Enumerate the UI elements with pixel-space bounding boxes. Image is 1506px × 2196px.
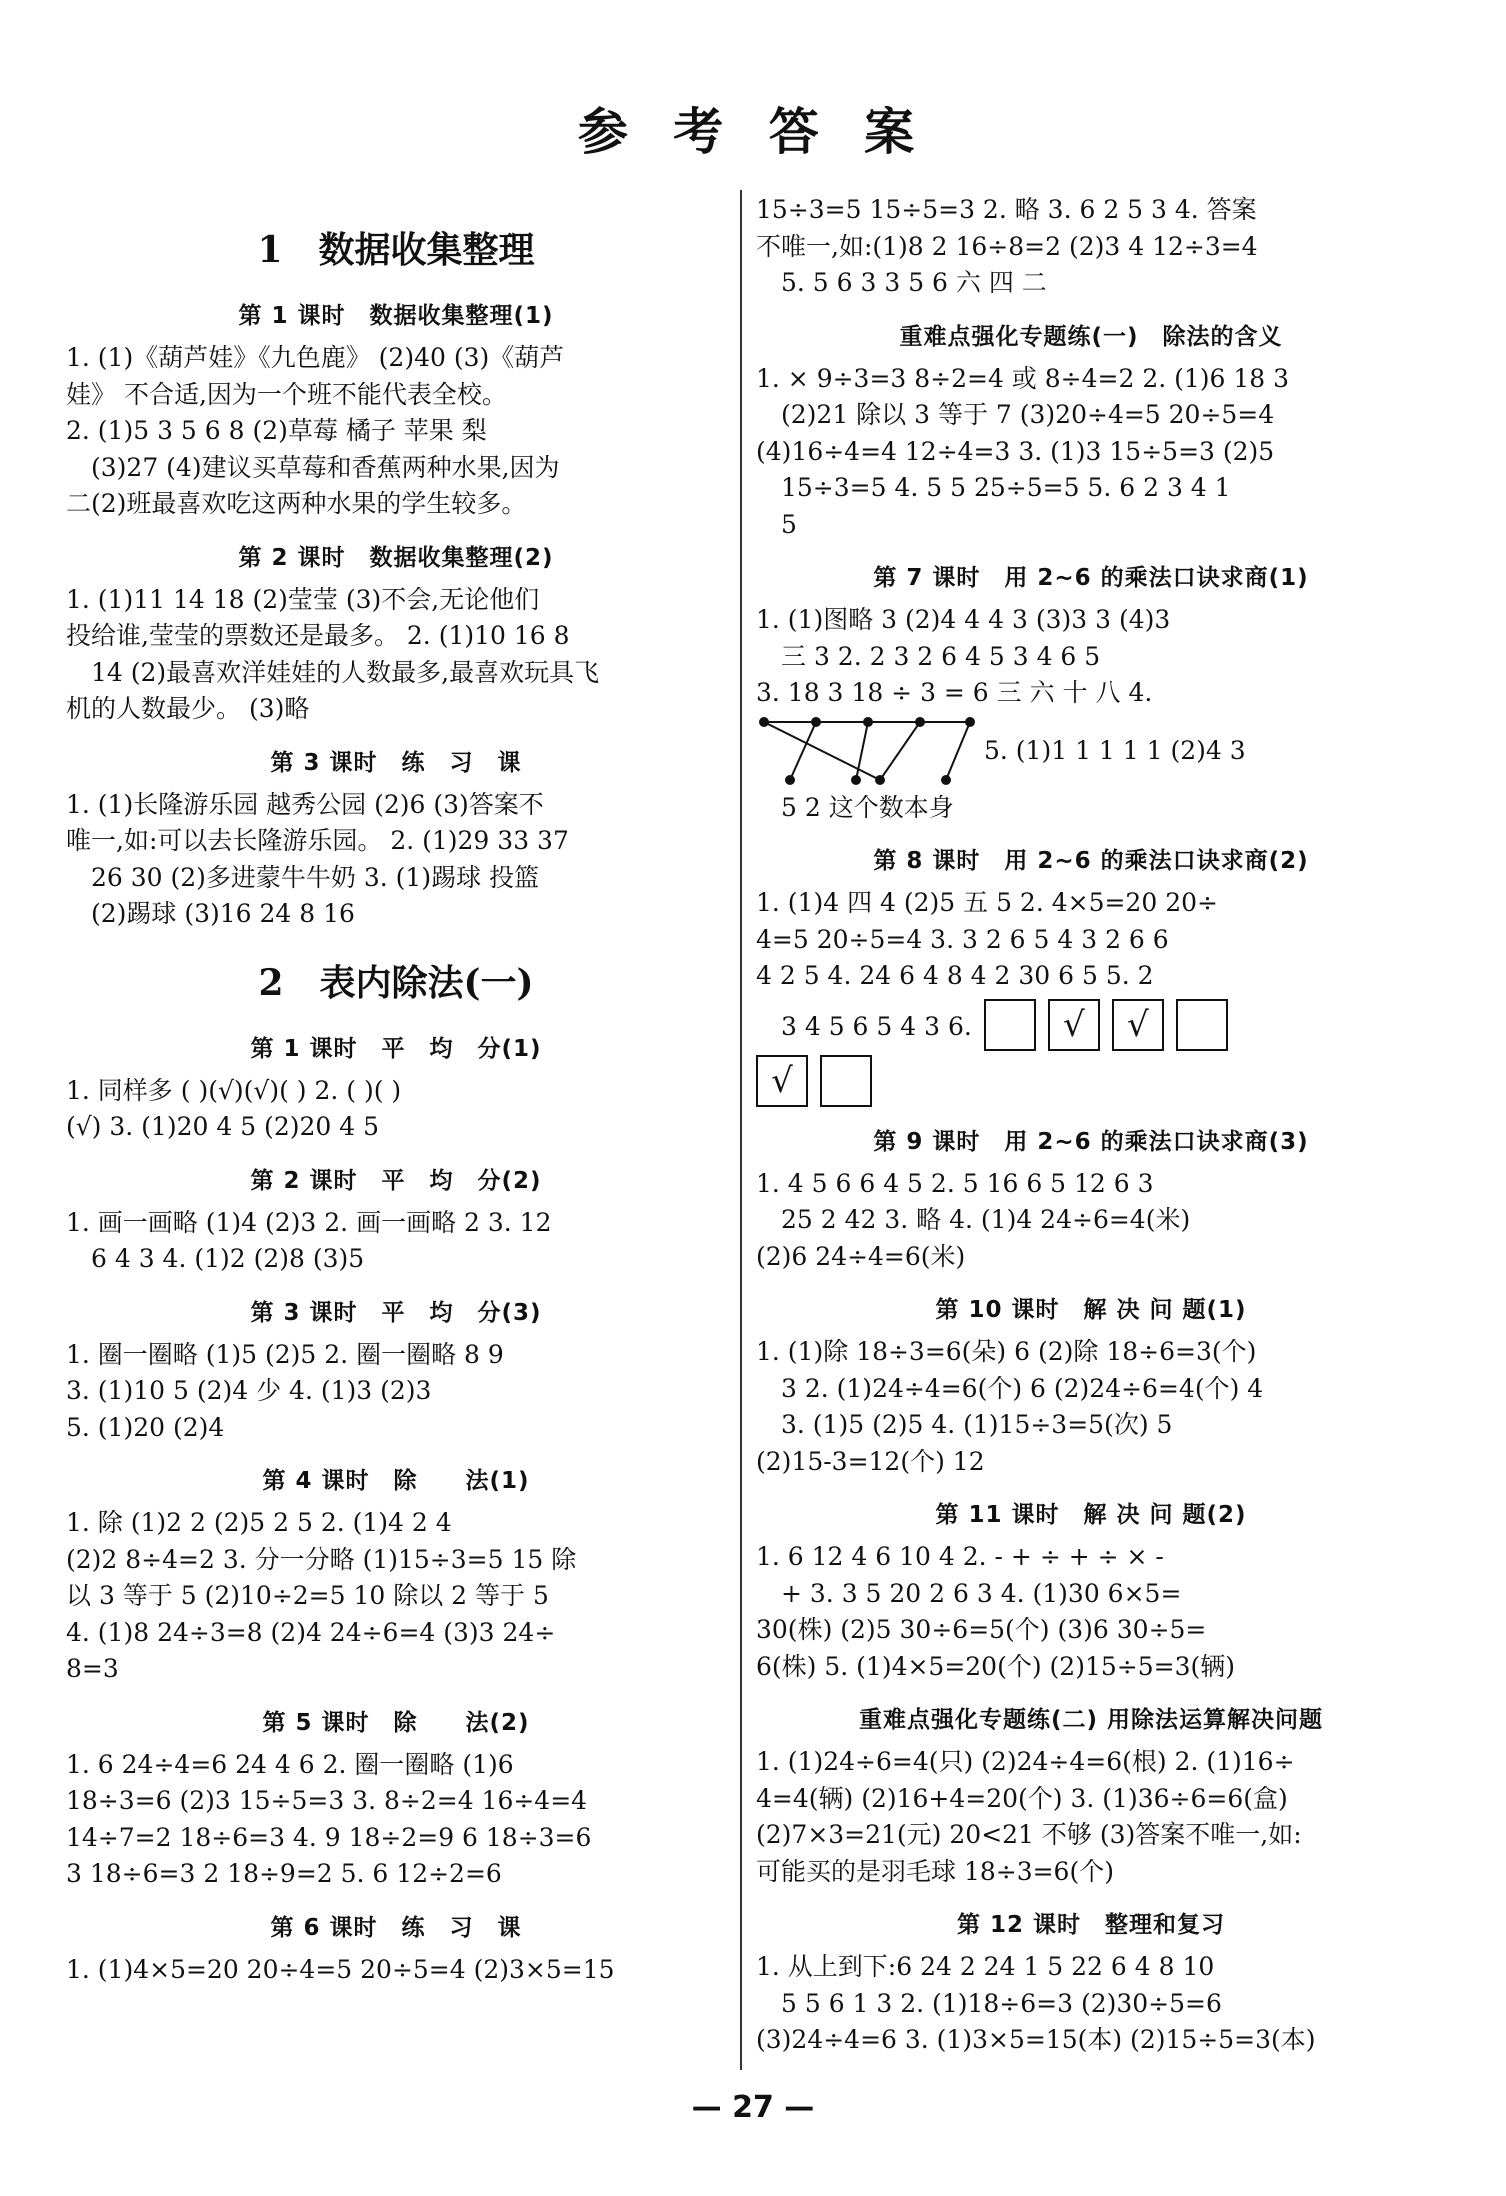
match-line xyxy=(880,722,920,780)
answer-line: 4=4(辆) (2)16+4=20(个) 3. (1)36÷6=6(盒) xyxy=(756,1783,1288,1813)
page-title: 参 考 答 案 xyxy=(577,103,929,161)
answer-line: (2)2 8÷4=2 3. 分一分略 (1)15÷3=5 15 除 xyxy=(66,1544,577,1574)
answer-block xyxy=(66,340,726,523)
answer-block xyxy=(756,1949,1426,2059)
answer-line: (√) 3. (1)20 4 5 (2)20 4 5 xyxy=(66,1112,379,1141)
answer-line: 1. (1)除 18÷3=6(朵) 6 (2)除 18÷6=3(个) xyxy=(756,1337,1257,1366)
answer-line: 30(株) (2)5 30÷6=5(个) (3)6 30÷5= xyxy=(756,1615,1207,1644)
answer-line: 18÷3=6 (2)3 15÷5=3 3. 8÷2=4 16÷4=4 xyxy=(66,1786,588,1815)
answer-line: 3 18÷6=3 2 18÷9=2 5. 6 12÷2=6 xyxy=(66,1859,502,1888)
answer-block xyxy=(756,192,1426,302)
answer-block xyxy=(66,1952,726,1989)
lesson-heading: 第 2 课时 数据收集整理(2) xyxy=(238,544,554,571)
match-line xyxy=(946,722,970,780)
matching-row xyxy=(756,712,1426,790)
answer-line: (3)27 (4)建议买草莓和香蕉两种水果,因为 xyxy=(66,452,560,482)
answer-line: 1. (1)24÷6=4(只) (2)24÷4=6(根) 2. (1)16÷ xyxy=(756,1747,1295,1776)
left-column xyxy=(66,192,726,1988)
lesson-heading: 第 5 课时 除 法(2) xyxy=(262,1709,530,1736)
answer-line: 不唯一,如:(1)8 2 16÷8=2 (2)3 4 12÷3=4 xyxy=(756,231,1258,261)
right-column xyxy=(756,192,1426,2059)
answer-line: 1. (1)《葫芦娃》《九色鹿》 (2)40 (3)《葫芦 xyxy=(66,343,565,372)
answer-box xyxy=(984,999,1036,1051)
checkbox-row xyxy=(756,999,1426,1051)
lesson-heading: 第 1 课时 平 均 分(1) xyxy=(250,1035,542,1062)
lesson-heading: 第 8 课时 用 2~6 的乘法口诀求商(2) xyxy=(873,848,1309,874)
answer-line: 娃》 不合适,因为一个班不能代表全校。 xyxy=(66,379,507,409)
answer-block xyxy=(66,787,726,933)
answer-line: 15÷3=5 4. 5 5 25÷5=5 5. 6 2 3 4 1 xyxy=(756,473,1231,502)
answer-line: 4=5 20÷5=4 3. 3 2 6 5 4 3 2 6 6 xyxy=(756,924,1169,954)
lesson-heading: 第 3 课时 练 习 课 xyxy=(270,749,522,776)
answer-line: 3 4 5 6 5 4 3 6. xyxy=(756,1011,972,1041)
answer-line: 三 3 2. 2 3 2 6 4 5 3 4 6 5 xyxy=(756,641,1101,671)
answer-line: 3 2. (1)24÷4=6(个) 6 (2)24÷6=4(个) 4 xyxy=(756,1373,1264,1403)
answer-line: (2)7×3=21(元) 20<21 不够 (3)答案不唯一,如: xyxy=(756,1820,1302,1849)
answer-line: 4. (1)8 24÷3=8 (2)4 24÷6=4 (3)3 24÷ xyxy=(66,1617,556,1647)
answer-line: (2)6 24÷4=6(米) xyxy=(756,1241,966,1271)
lesson-heading: 第 11 课时 解 决 问 题(2) xyxy=(935,1502,1247,1528)
answer-block xyxy=(66,1747,726,1893)
answer-line: (2)21 除以 3 等于 7 (3)20÷4=5 20÷5=4 xyxy=(756,400,1275,429)
answer-line: 1. (1)长隆游乐园 越秀公园 (2)6 (3)答案不 xyxy=(66,789,544,819)
answer-block xyxy=(66,1205,726,1278)
answer-line: 1. 除 (1)2 2 (2)5 2 5 2. (1)4 2 4 xyxy=(66,1508,452,1537)
answer-block xyxy=(756,602,1426,712)
lesson-heading: 第 3 课时 平 均 分(3) xyxy=(250,1299,542,1326)
answer-line: 1. × 9÷3=3 8÷2=4 或 8÷4=2 2. (1)6 18 3 xyxy=(756,363,1290,393)
answer-line: 3. (1)5 (2)5 4. (1)15÷3=5(次) 5 xyxy=(756,1410,1173,1439)
answer-line: (4)16÷4=4 12÷4=3 3. (1)3 15÷5=3 (2)5 xyxy=(756,436,1275,466)
match-line xyxy=(790,722,816,780)
answer-line: 二(2)班最喜欢吃这两种水果的学生较多。 xyxy=(66,489,527,518)
answer-line: 1. 6 24÷4=6 24 4 6 2. 圈一圈略 (1)6 xyxy=(66,1749,514,1779)
answer-line: 1. 4 5 6 6 4 5 2. 5 16 6 5 12 6 3 xyxy=(756,1168,1154,1198)
answer-line: 1. 圈一圈略 (1)5 (2)5 2. 圈一圈略 8 9 xyxy=(66,1339,504,1369)
answer-line: 5. 5 6 3 3 5 6 六 四 二 xyxy=(756,268,1047,297)
answer-block xyxy=(66,1337,726,1447)
checkbox-row xyxy=(756,1055,1426,1107)
answer-block xyxy=(66,1505,726,1688)
answer-block xyxy=(756,361,1426,544)
answer-line: 14÷7=2 18÷6=3 4. 9 18÷2=9 6 18÷3=6 xyxy=(66,1822,592,1852)
answer-line: + 3. 3 5 20 2 6 3 4. (1)30 6×5= xyxy=(756,1578,1182,1608)
matching-lines-diagram xyxy=(756,714,976,788)
answer-line: 3. 18 3 18 ÷ 3 = 6 三 六 十 八 4. xyxy=(756,678,1153,707)
answer-line: 25 2 42 3. 略 4. (1)4 24÷6=4(米) xyxy=(756,1205,1191,1234)
answer-line: 唯一,如:可以去长隆游乐园。 2. (1)29 33 37 xyxy=(66,826,569,855)
answer-line: (2)踢球 (3)16 24 8 16 xyxy=(66,899,355,928)
answer-line: 5. (1)1 1 1 1 1 (2)4 3 xyxy=(984,736,1246,765)
answer-line: 1. 6 12 4 6 10 4 2. - + ÷ + ÷ × - xyxy=(756,1542,1164,1571)
answer-block xyxy=(756,1539,1426,1685)
lesson-heading: 第 10 课时 解 决 问 题(1) xyxy=(935,1297,1247,1323)
answer-line: 可能买的是羽毛球 18÷3=6(个) xyxy=(756,1856,1114,1886)
answer-line: 14 (2)最喜欢洋娃娃的人数最多,最喜欢玩具飞 xyxy=(66,657,600,687)
answer-line: 以 3 等于 5 (2)10÷2=5 10 除以 2 等于 5 xyxy=(66,1581,549,1610)
chapter-heading: 1 数据收集整理 xyxy=(257,229,535,271)
page-number: — 27 — xyxy=(691,2090,815,2125)
answer-line: 投给谁,莹莹的票数还是最多。 2. (1)10 16 8 xyxy=(66,621,570,650)
answer-line: (3)24÷4=6 3. (1)3×5=15(本) (2)15÷5=3(本) xyxy=(756,2025,1316,2054)
answer-block xyxy=(66,1073,726,1146)
answer-line: 2. (1)5 3 5 6 8 (2)草莓 橘子 苹果 梨 xyxy=(66,416,487,445)
answer-line: 6(株) 5. (1)4×5=20(个) (2)15÷5=3(辆) xyxy=(756,1651,1235,1681)
answer-line: 5 2 这个数本身 xyxy=(756,792,954,822)
answer-line: 5 5 6 1 3 2. (1)18÷6=3 (2)30÷5=6 xyxy=(756,1988,1222,2018)
answer-block xyxy=(66,582,726,728)
lesson-heading: 重难点强化专题练(一) 除法的含义 xyxy=(899,323,1283,350)
answer-line: 1. (1)4 四 4 (2)5 五 5 2. 4×5=20 20÷ xyxy=(756,888,1218,917)
answer-line: 3. (1)10 5 (2)4 少 4. (1)3 (2)3 xyxy=(66,1376,432,1405)
lesson-heading: 第 1 课时 数据收集整理(1) xyxy=(238,303,554,329)
lesson-heading: 第 6 课时 练 习 课 xyxy=(270,1914,522,1941)
lesson-heading: 第 7 课时 用 2~6 的乘法口诀求商(1) xyxy=(873,565,1309,591)
lesson-heading: 第 2 课时 平 均 分(2) xyxy=(250,1167,542,1194)
answer-line: 8=3 xyxy=(66,1654,119,1683)
answer-box: √ xyxy=(756,1055,808,1107)
lesson-heading: 第 4 课时 除 法(1) xyxy=(262,1468,530,1494)
answer-box: √ xyxy=(1112,999,1164,1051)
answer-line: 1. (1)图略 3 (2)4 4 4 3 (3)3 3 (4)3 xyxy=(756,605,1171,634)
answer-line: 26 30 (2)多进蒙牛牛奶 3. (1)踢球 投篮 xyxy=(66,862,540,892)
answer-line: 1. 同样多 ( )(√)(√)( ) 2. ( )( ) xyxy=(66,1075,402,1105)
answer-line: 1. 画一画略 (1)4 (2)3 2. 画一画略 2 3. 12 xyxy=(66,1207,552,1237)
column-divider xyxy=(740,190,742,2070)
answer-line: 机的人数最少。 (3)略 xyxy=(66,694,310,723)
lesson-heading: 第 12 课时 整理和复习 xyxy=(956,1912,1226,1938)
answer-line: 5 xyxy=(756,509,797,539)
answer-line: 15÷3=5 15÷5=3 2. 略 3. 6 2 5 3 4. 答案 xyxy=(756,195,1257,224)
answer-line: (2)15-3=12(个) 12 xyxy=(756,1446,985,1476)
answer-box xyxy=(820,1055,872,1107)
answer-box: √ xyxy=(1048,999,1100,1051)
lesson-heading: 重难点强化专题练(二) 用除法运算解决问题 xyxy=(858,1707,1324,1733)
answer-line: 4 2 5 4. 24 6 4 8 4 2 30 6 5 5. 2 xyxy=(756,961,1154,990)
answer-block xyxy=(756,1166,1426,1276)
answer-line: 1. 从上到下:6 24 2 24 1 5 22 6 4 8 10 xyxy=(756,1952,1215,1981)
answer-line: 1. (1)4×5=20 20÷4=5 20÷5=4 (2)3×5=15 xyxy=(66,1954,615,1984)
answer-block xyxy=(756,1334,1426,1480)
answer-block xyxy=(756,1744,1426,1890)
lesson-heading: 第 9 课时 用 2~6 的乘法口诀求商(3) xyxy=(873,1128,1309,1155)
answer-box xyxy=(1176,999,1228,1051)
chapter-heading: 2 表内除法(一) xyxy=(258,961,534,1004)
answer-block xyxy=(756,885,1426,995)
answer-line: 5. (1)20 (2)4 xyxy=(66,1412,225,1442)
answer-line: 1. (1)11 14 18 (2)莹莹 (3)不会,无论他们 xyxy=(66,584,540,614)
answer-line: 6 4 3 4. (1)2 (2)8 (3)5 xyxy=(66,1244,365,1273)
